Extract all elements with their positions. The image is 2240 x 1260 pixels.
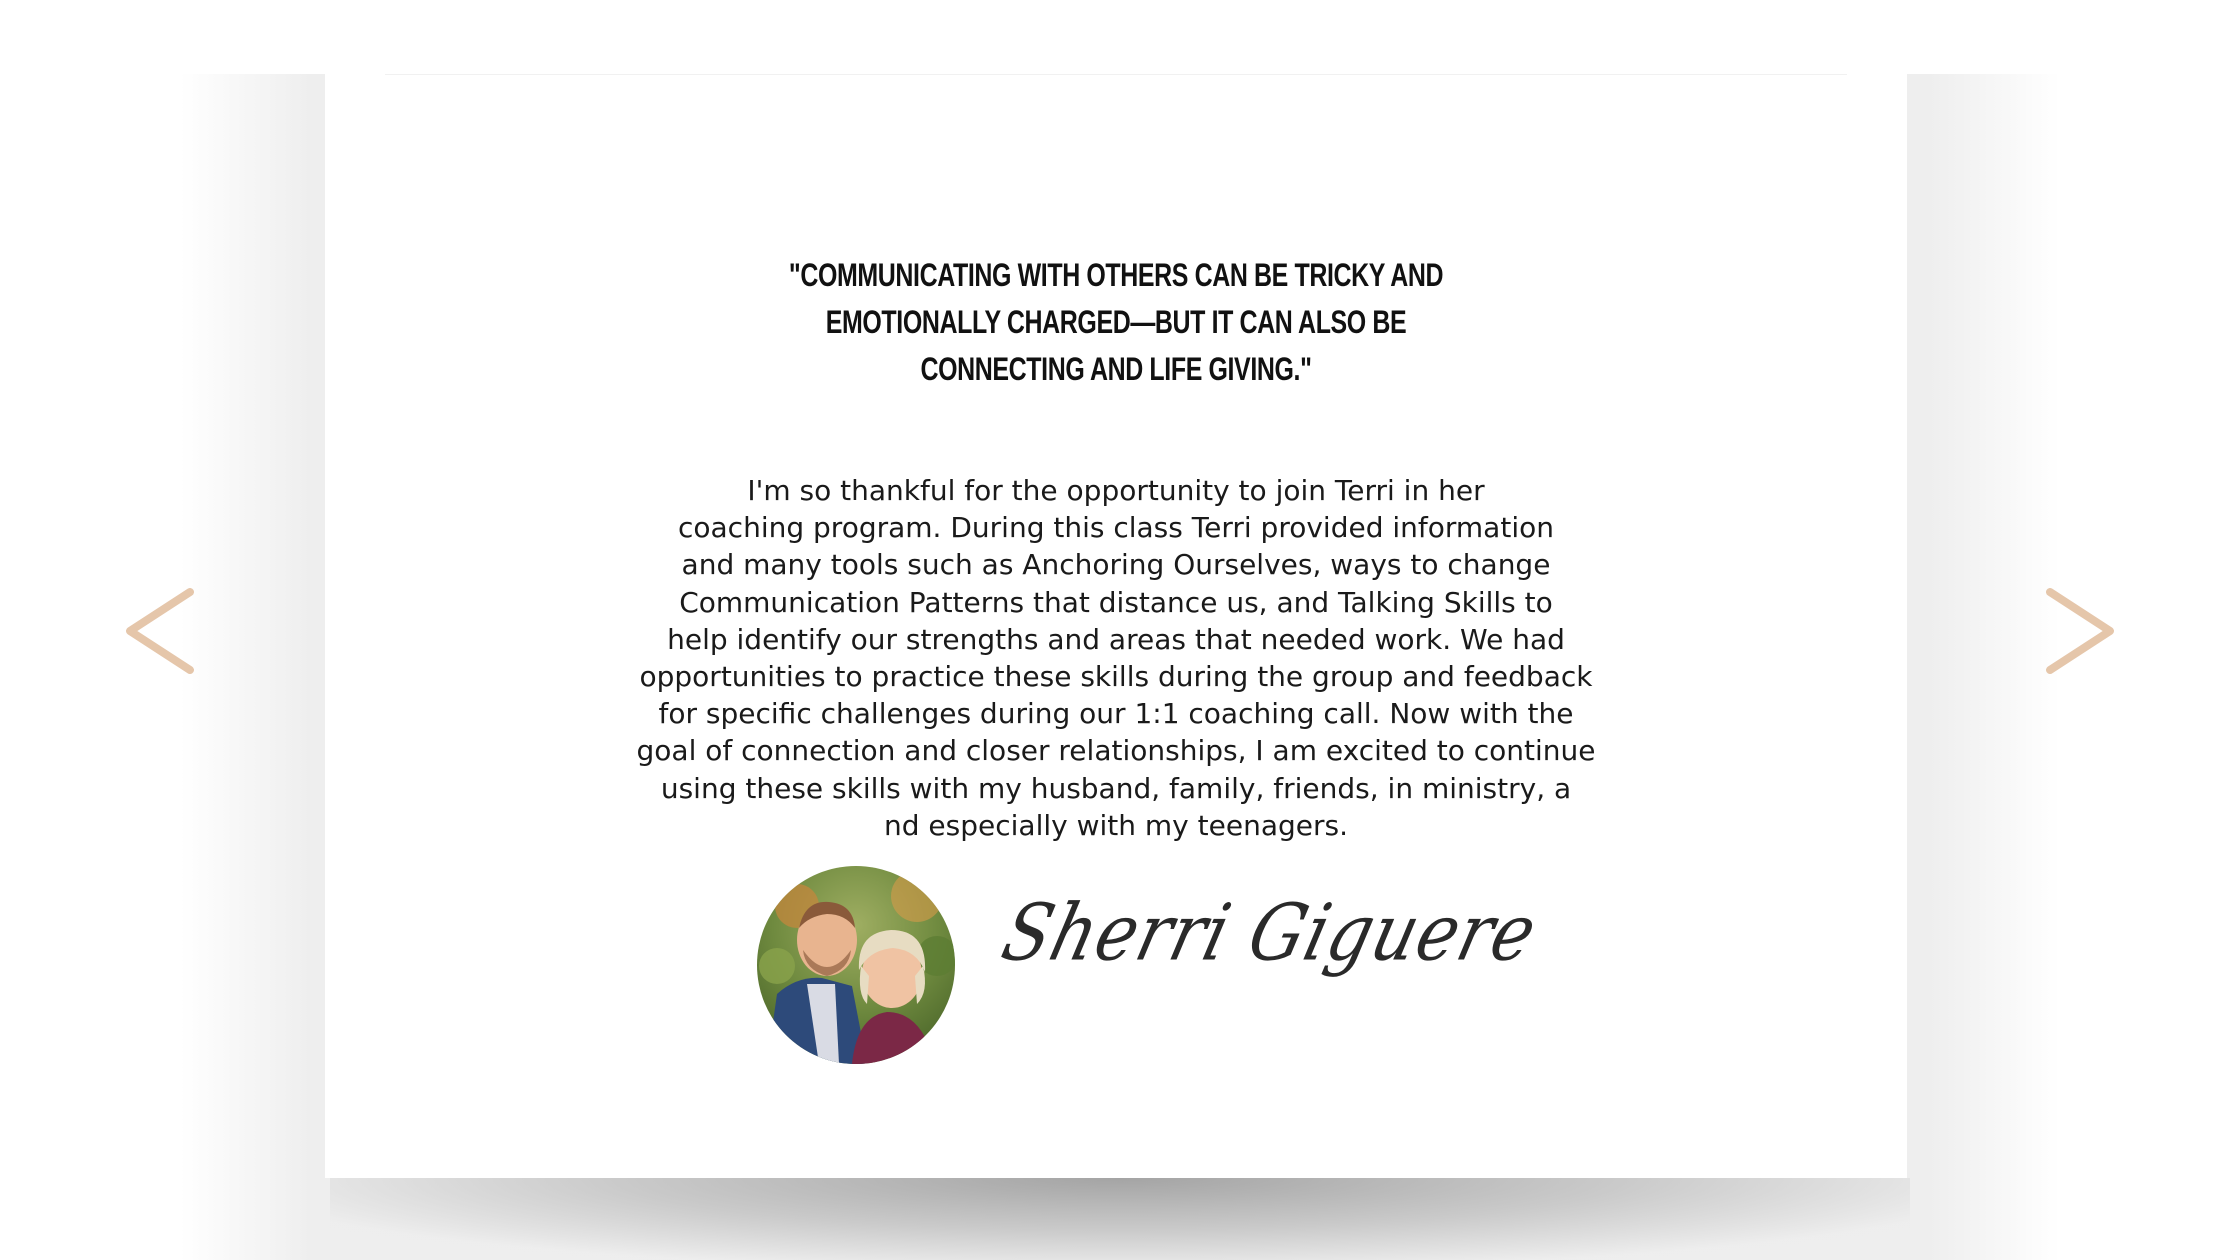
card-divider xyxy=(385,74,1847,75)
next-slide-button[interactable] xyxy=(2044,588,2116,674)
testimonial-card xyxy=(325,74,1907,1178)
previous-slide-button[interactable] xyxy=(124,588,196,674)
author-signature: Sherri Giguere xyxy=(993,888,1546,979)
body-line: Communication Patterns that distance us, and Talking Skills to xyxy=(679,585,1553,619)
headline-line: CONNECTING AND LIFE GIVING." xyxy=(920,351,1312,387)
testimonial-headline xyxy=(499,252,1733,393)
testimonial-body xyxy=(325,472,1907,844)
chevron-left-icon xyxy=(124,588,196,674)
body-line: goal of connection and closer relationships, I am excited to continue xyxy=(636,734,1596,768)
headline-line: EMOTIONALLY CHARGED—BUT IT CAN ALSO BE xyxy=(825,304,1407,340)
body-line: I'm so thankful for the opportunity to join Terri in her xyxy=(747,474,1485,507)
body-line: nd especially with my teenagers. xyxy=(884,808,1348,842)
body-line: opportunities to practice these skills during the group and feedback xyxy=(639,660,1593,694)
card-shadow xyxy=(330,1178,1910,1260)
body-line: for specific challenges during our 1:1 coaching call. Now with the xyxy=(658,697,1574,731)
body-line: coaching program. During this class Terri provided information xyxy=(678,511,1554,545)
chevron-right-icon xyxy=(2044,588,2116,674)
author-avatar xyxy=(757,866,955,1064)
body-line: using these skills with my husband, family, friends, in ministry, a xyxy=(660,771,1572,805)
body-line: and many tools such as Anchoring Ourselves, ways to change xyxy=(681,548,1551,582)
body-line: help identify our strengths and areas that needed work. We had xyxy=(667,622,1565,656)
headline-line: "COMMUNICATING WITH OTHERS CAN BE TRICKY AND xyxy=(788,257,1444,293)
